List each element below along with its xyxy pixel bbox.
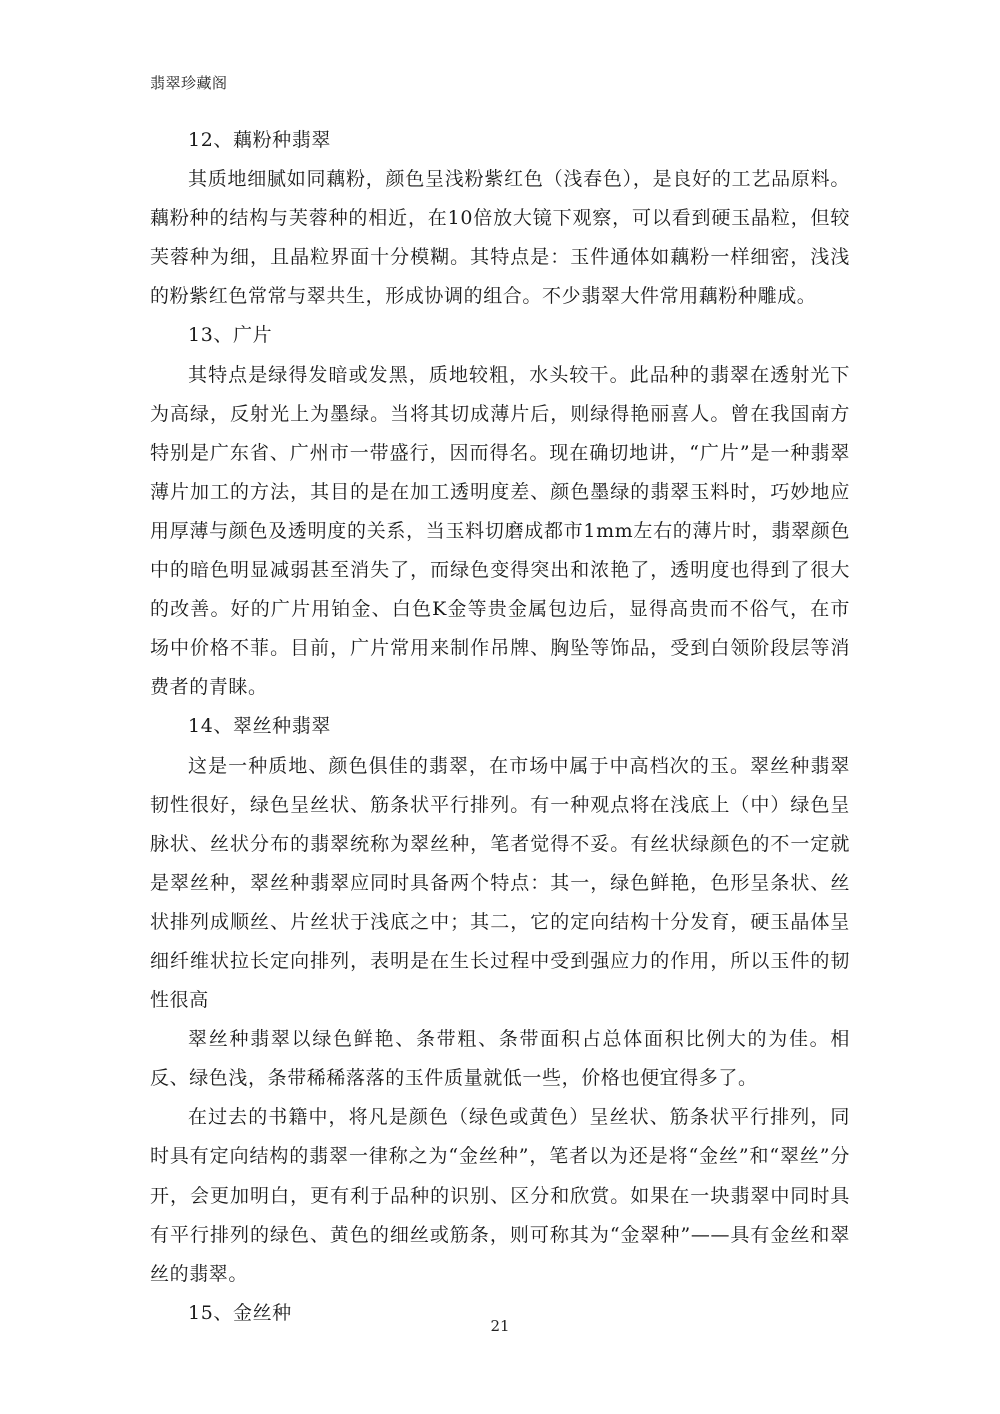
paragraph: 这是一种质地、颜色俱佳的翡翠，在市场中属于中高档次的玉。翠丝种翡翠韧性很好，绿色呈丝状、筋条状平行排列。有一种观点将在浅底上（中）绿色呈脉状、丝状分布的翡翠统称为翠丝种，笔者觉得不妥。有丝状绿颜色的不一定就是翠丝种，翠丝种翡翠应同时具备两个特点：其一，绿色鲜艳，色形呈条状、丝状排列成顺丝、片丝状于浅底之中；其二，它的定向结构十分发育，硬玉晶体呈细纤维状拉长定向排列，表明是在生长过程中受到强应力的作用，所以玉件的韧性很高 xyxy=(150,754,850,1012)
section-heading: 12、藕粉种翡翠 xyxy=(188,129,331,151)
running-header: 翡翠珍藏阁 xyxy=(150,74,228,92)
paragraph: 在过去的书籍中，将凡是颜色（绿色或黄色）呈丝状、筋条状平行排列，同时具有定向结构的翡翠一律称之为“金丝种”，笔者以为还是将“金丝”和“翠丝”分开，会更加明白，更有利于品种的识别、区分和欣赏。如果在一块翡翠中同时具有平行排列的绿色、黄色的细丝或筋条，则可称其为“金翠种”——具有金丝和翠丝的翡翠。 xyxy=(150,1106,850,1285)
body-text xyxy=(150,121,850,1333)
page-number: 21 xyxy=(490,1317,510,1335)
paragraph: 其质地细腻如同藕粉，颜色呈浅粉紫红色（浅春色），是良好的工艺品原料。藕粉种的结构与芙蓉种的相近，在10倍放大镜下观察，可以看到硬玉晶粒，但较芙蓉种为细，且晶粒界面十分模糊。其特点是：玉件通体如藕粉一样细密，浅浅的粉紫红色常常与翠共生，形成协调的组合。不少翡翠大件常用藕粉种雕成。 xyxy=(150,168,850,308)
section-heading: 15、金丝种 xyxy=(188,1301,292,1324)
paragraph: 其特点是绿得发暗或发黑，质地较粗，水头较干。此品种的翡翠在透射光下为高绿，反射光上为墨绿。当将其切成薄片后，则绿得艳丽喜人。曾在我国南方特别是广东省、广州市一带盛行，因而得名。现在确切地讲，“广片”是一种翡翠薄片加工的方法，其目的是在加工透明度差、颜色墨绿的翡翠玉料时，巧妙地应用厚薄与颜色及透明度的关系，当玉料切磨成都市1mm左右的薄片时，翡翠颜色中的暗色明显减弱甚至消失了，而绿色变得突出和浓艳了，透明度也得到了很大的改善。好的广片用铂金、白色K金等贵金属包边后，显得高贵而不俗气，在市场中价格不菲。目前，广片常用来制作吊牌、胸坠等饰品，受到白领阶段层等消费者的青睐。 xyxy=(150,363,850,699)
section-heading: 14、翠丝种翡翠 xyxy=(188,715,331,738)
section-heading: 13、广片 xyxy=(188,324,273,347)
paragraph: 翠丝种翡翠以绿色鲜艳、条带粗、条带面积占总体面积比例大的为佳。相反、绿色浅，条带稀稀落落的玉件质量就低一些，价格也便宜得多了。 xyxy=(150,1028,850,1090)
